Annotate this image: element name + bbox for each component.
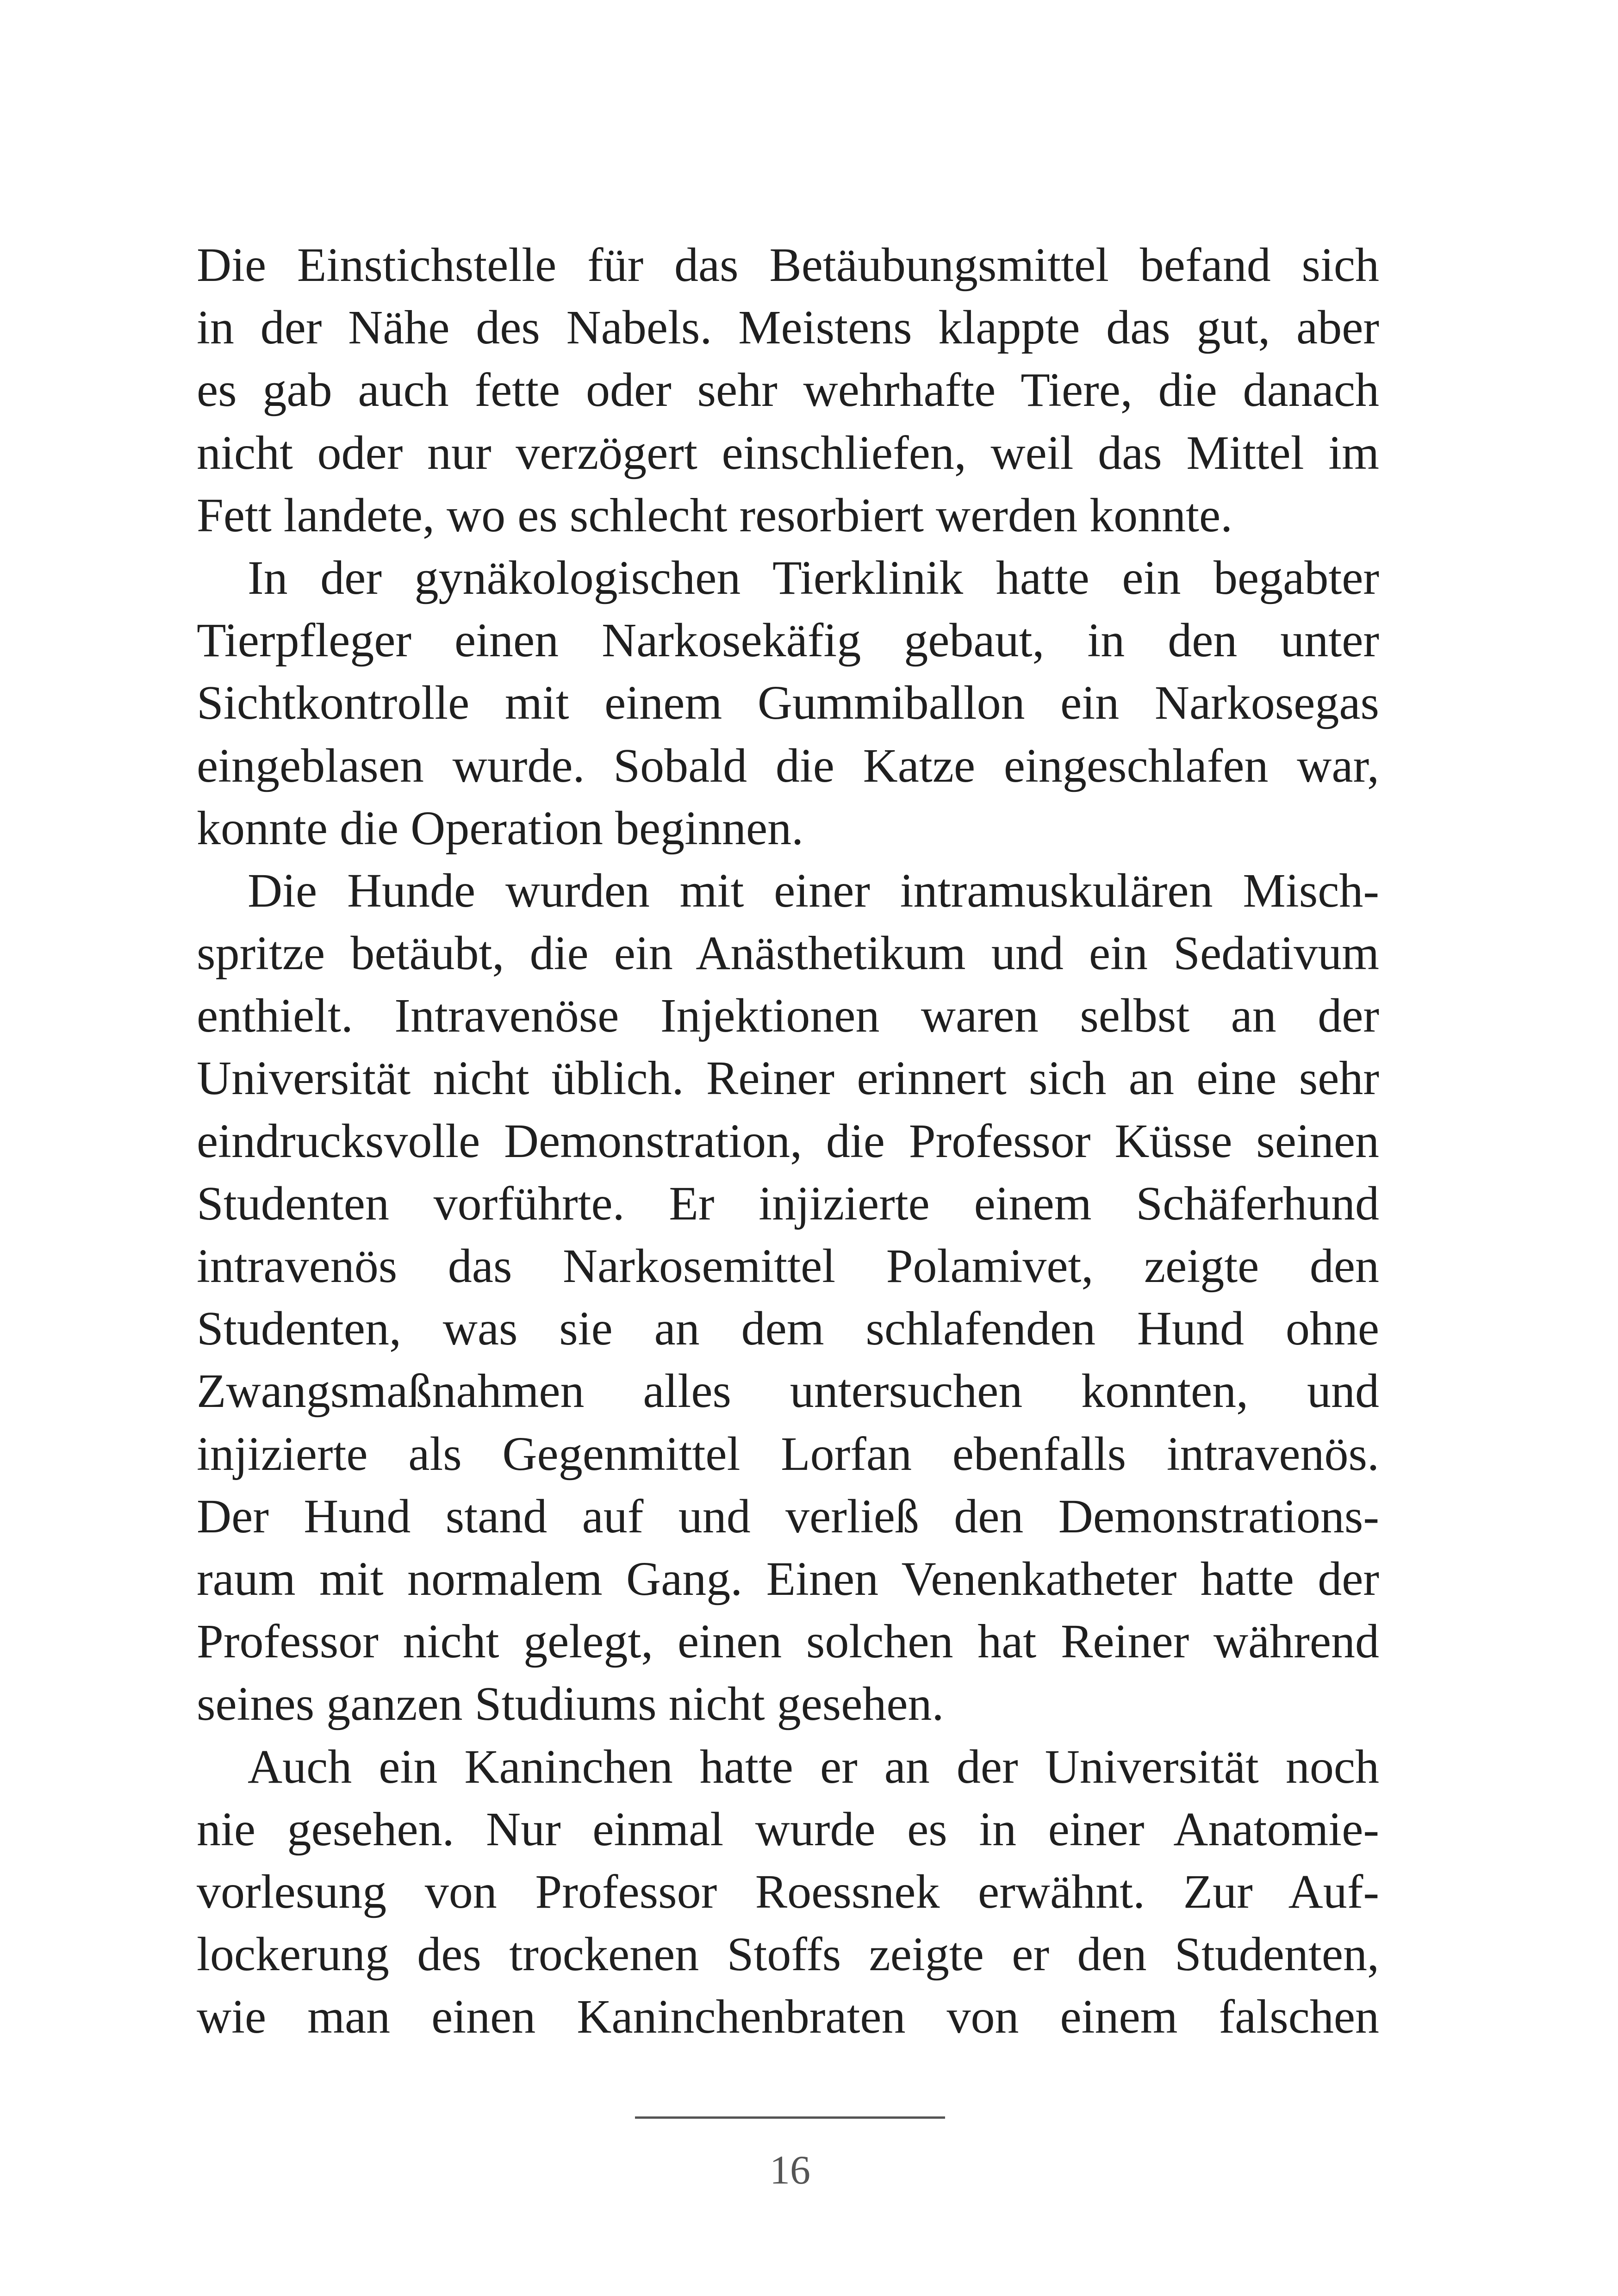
text-line: nicht oder nur verzögert einschliefen, weil das Mittel im: [197, 426, 1379, 479]
paragraph: [197, 547, 1379, 859]
text-line: Universität nicht üblich. Reiner erinnert sich an eine sehr: [197, 1052, 1379, 1105]
paragraph: [197, 1736, 1379, 2048]
paragraph: [197, 234, 1379, 547]
text-line: eingeblasen wurde. Sobald die Katze eingeschlafen war,: [197, 739, 1379, 792]
text-line: raum mit normalem Gang. Einen Venenkatheter hatte der: [197, 1552, 1379, 1605]
text-line: Professor nicht gelegt, einen solchen hat Reiner während: [197, 1615, 1379, 1668]
paragraph: [197, 859, 1379, 1736]
text-line: eindrucksvolle Demonstration, die Professor Küsse seinen: [197, 1114, 1379, 1168]
text-line: enthielt. Intravenöse Injektionen waren selbst an der: [197, 989, 1379, 1043]
text-line: in der Nähe des Nabels. Meistens klappte das gut, aber: [197, 301, 1379, 355]
text-line: Tierpfleger einen Narkosekäfig gebaut, in den unter: [197, 614, 1379, 667]
text-line: konnte die Operation beginnen.: [197, 801, 804, 855]
text-line: Die Hunde wurden mit einer intramuskulären Misch-: [248, 864, 1379, 917]
page-body: [197, 234, 1379, 2048]
text-line: wie man einen Kaninchenbraten von einem falschen: [197, 1990, 1379, 2044]
text-line: In der gynäkologischen Tierklinik hatte ein begabter: [248, 551, 1379, 604]
text-line: Studenten, was sie an dem schlafenden Hund ohne: [197, 1302, 1379, 1356]
text-line: Sichtkontrolle mit einem Gummiballon ein Narkosegas: [197, 676, 1379, 730]
text-line: lockerung des trockenen Stoffs zeigte er den Studenten,: [197, 1928, 1379, 1981]
text-line: Fett landete, wo es schlecht resorbiert werden konnte.: [197, 488, 1233, 542]
text-line: Der Hund stand auf und verließ den Demonstrations-: [197, 1489, 1379, 1543]
text-line: seines ganzen Studiums nicht gesehen.: [197, 1677, 944, 1731]
text-line: Zwangsmaßnahmen alles untersuchen konnten, und: [197, 1364, 1379, 1418]
text-line: Die Einstichstelle für das Betäubungsmittel befand sich: [197, 238, 1379, 292]
text-line: Studenten vorführte. Er injizierte einem Schäferhund: [197, 1176, 1379, 1230]
footer-divider: [635, 2116, 945, 2119]
text-line: spritze betäubt, die ein Anästhetikum und ein Sedativum: [197, 927, 1379, 980]
page-number: 16: [770, 2148, 810, 2193]
text-line: Auch ein Kaninchen hatte er an der Universität noch: [248, 1740, 1379, 1793]
text-line: intravenös das Narkosemittel Polamivet, zeigte den: [197, 1239, 1379, 1293]
text-line: es gab auch fette oder sehr wehrhafte Tiere, die danach: [197, 363, 1379, 417]
text-line: nie gesehen. Nur einmal wurde es in einer Anatomie-: [197, 1802, 1379, 1856]
text-line: vorlesung von Professor Roessnek erwähnt. Zur Auf-: [197, 1865, 1379, 1918]
text-line: injizierte als Gegenmittel Lorfan ebenfalls intravenös.: [197, 1427, 1379, 1481]
